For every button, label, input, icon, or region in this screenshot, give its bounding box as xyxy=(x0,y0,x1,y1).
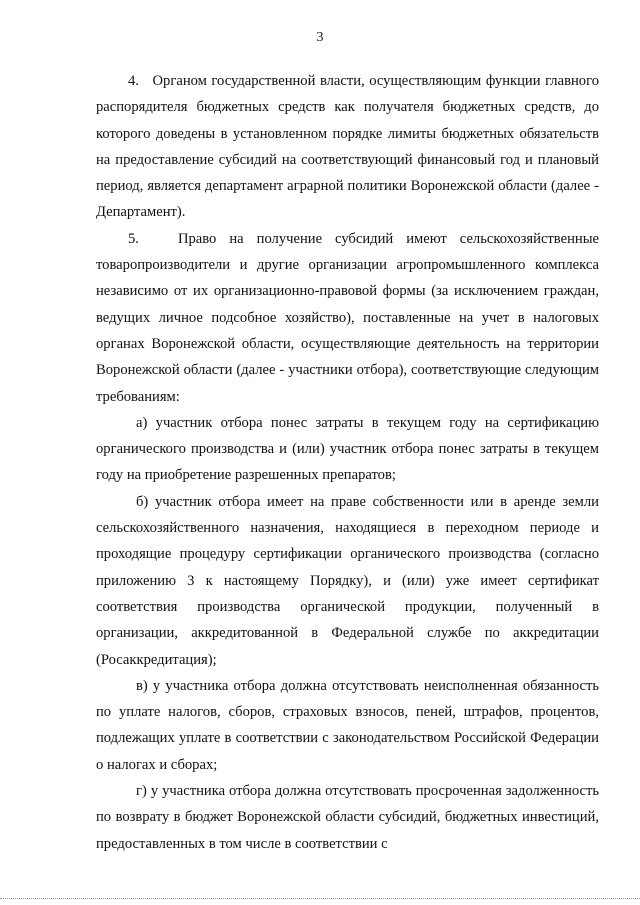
subparagraph-a: а) участник отбора понес затраты в текущем году на сертификацию органического производства и (или) участник отбора понес затраты в текущем году на приобретение разрешенных препаратов; xyxy=(96,414,599,484)
paragraph-item-4: 4. Органом государственной власти, осуществляющим функции главного распорядителя бюджетных средств как получателя бюджетных средств, до которого доведены в установленном порядке лимиты бюджетных обязательств на предоставление субсидий на соответствующий финансовый год и плановый период, является департамент аграрной политики Воронежской области (далее - Департамент). xyxy=(96,73,599,221)
subparagraph-g: г) у участника отбора должна отсутствовать просроченная задолженность по возврату в бюджет Воронежской области субсидий, бюджетных инвестиций, предоставленных в том числе в соответствии с xyxy=(96,783,599,852)
subparagraph-v: в) у участника отбора должна отсутствовать неисполненная обязанность по уплате налогов, сборов, страховых взносов, пеней, штрафов, процентов, подлежащих уплате в соответствии с законодательством Российской Федерации о налогах и сборах; xyxy=(96,677,599,773)
paragraph-item-5: 5. Право на получение субсидий имеют сельскохозяйственные товаропроизводители и другие организации агропромышленного комплекса независимо от их организационно-правовой формы (за исключением граждан, ведущих личное подсобное хозяйство), поставленные на учет в налоговых органах Воронежской области, осуществляющие деятельность на территории Воронежской области (далее - участники отбора), соответствующие следующим требованиям: xyxy=(96,230,599,405)
subparagraph-b: б) участник отбора имеет на праве собственности или в аренде земли сельскохозяйственного назначения, находящиеся в переходном периоде и проходящие процедуру сертификации органического производства (согласно приложению 3 к настоящему Порядку), и (или) уже имеет сертификат соответствия производства органической продукции, полученный в организации, аккредитованной в Федеральной службе по аккредитации (Росаккредитация); xyxy=(96,493,599,668)
document-body xyxy=(96,68,599,857)
page-bottom-divider xyxy=(0,898,640,899)
page-number: 3 xyxy=(316,30,324,45)
